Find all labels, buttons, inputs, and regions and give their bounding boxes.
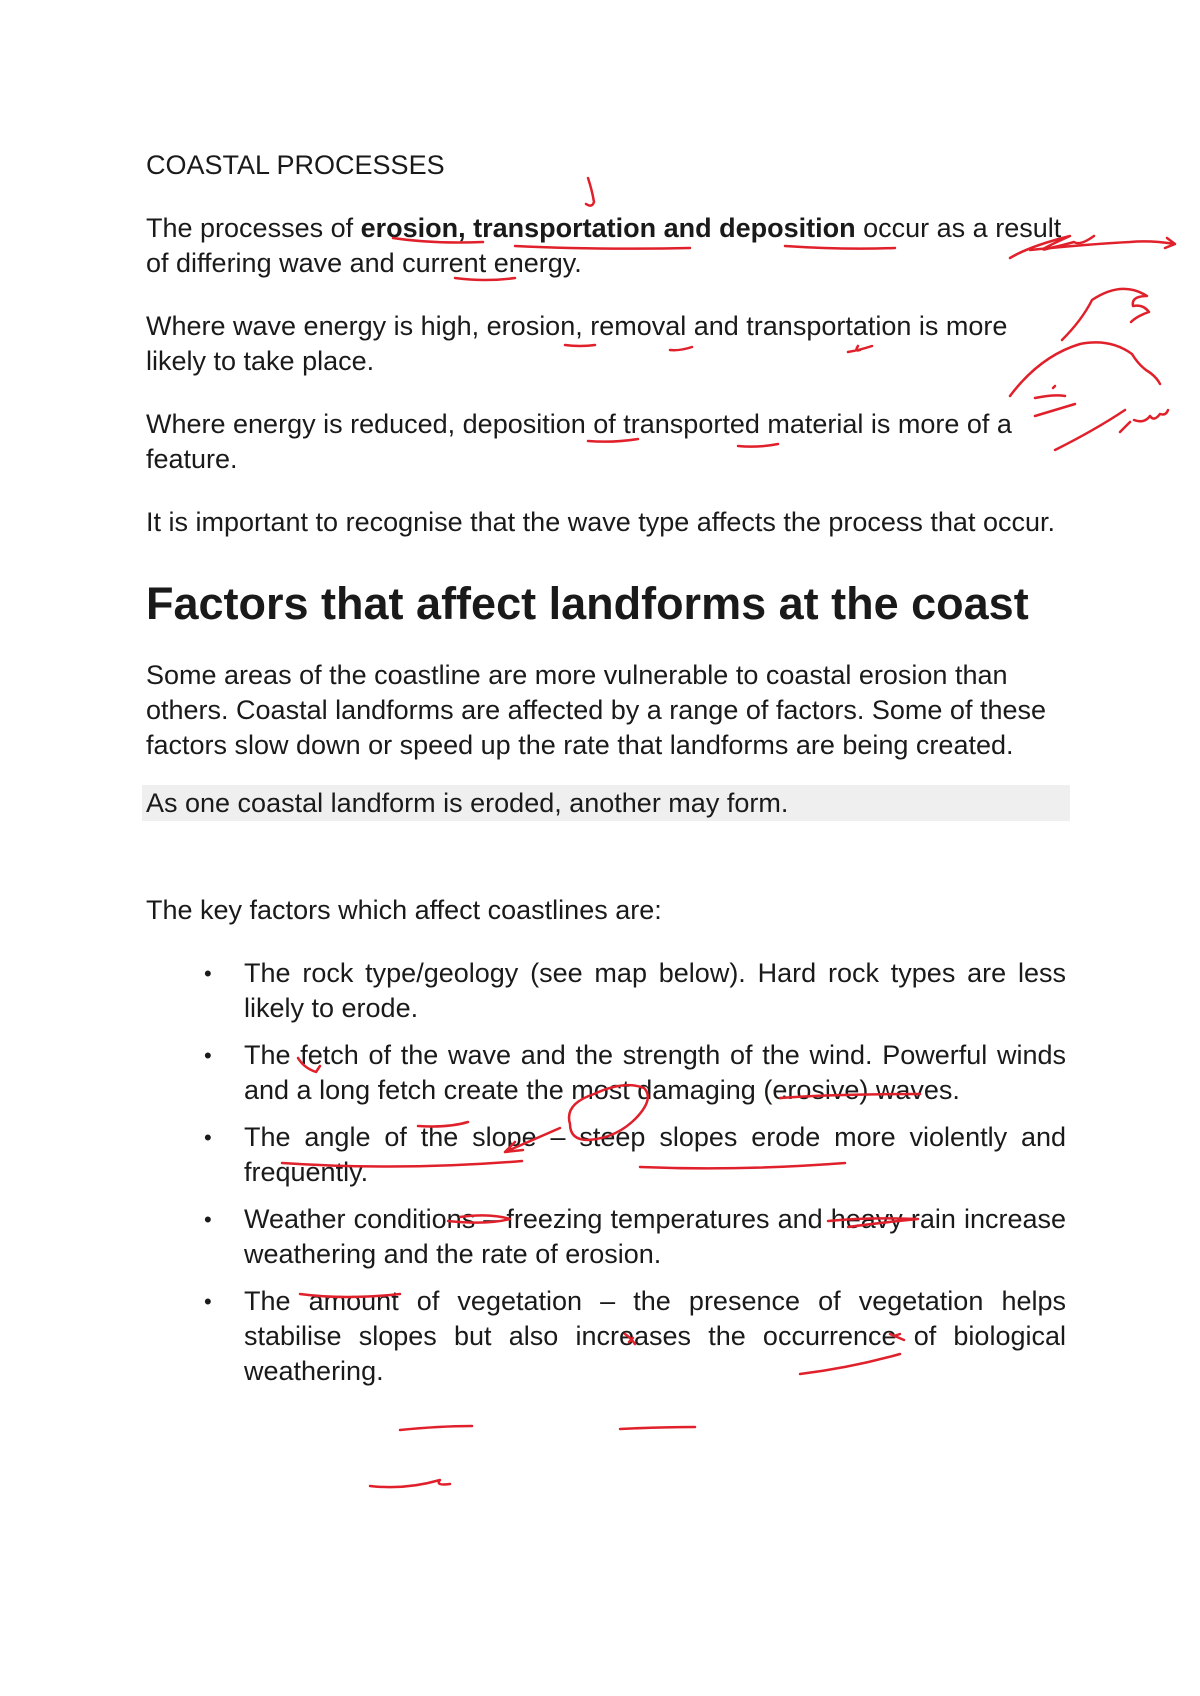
factor-text: The angle of the slope – steep slopes erode more violently and frequently. xyxy=(244,1122,1066,1187)
list-item xyxy=(146,1120,1066,1190)
intro-bold-terms: erosion, transportation and deposition xyxy=(360,213,856,243)
underline-mark xyxy=(370,1480,450,1487)
bullet-icon: • xyxy=(204,961,212,986)
list-item xyxy=(146,956,1066,1026)
intro-paragraph-1 xyxy=(146,211,1066,281)
page-title: COASTAL PROCESSES xyxy=(146,150,445,180)
bullet-icon: • xyxy=(204,1043,212,1068)
list-item xyxy=(146,1284,1066,1389)
section-heading: Factors that affect landforms at the coast xyxy=(146,578,1029,629)
factor-text: The rock type/geology (see map below). Hard rock types are less likely to erode. xyxy=(244,958,1066,1023)
highlight-box: As one coastal landform is eroded, another may form. xyxy=(142,785,1070,821)
section-body: Some areas of the coastline are more vulnerable to coastal erosion than others. Coastal landforms are affected by a range of factors. Some of these factors slow down or speed up the rate that landforms are being created. xyxy=(146,660,1046,760)
bullet-icon: • xyxy=(204,1207,212,1232)
document-body xyxy=(146,148,1066,1401)
list-item xyxy=(146,1202,1066,1272)
intro-text: occur as a result of differing wave and current energy. xyxy=(146,213,1062,278)
list-intro: The key factors which affect coastlines are: xyxy=(146,895,662,925)
underline-mark xyxy=(400,1426,472,1430)
list-item xyxy=(146,1038,1066,1108)
factor-list xyxy=(146,956,1066,1389)
intro-paragraph-4: It is important to recognise that the wave type affects the process that occur. xyxy=(146,507,1055,537)
bullet-icon: • xyxy=(204,1125,212,1150)
factor-text: The amount of vegetation – the presence of vegetation helps stabilise slopes but also increases the occurrence of biological weathering. xyxy=(244,1286,1066,1386)
bullet-icon: • xyxy=(204,1289,212,1314)
intro-paragraph-2: Where wave energy is high, erosion, removal and transportation is more likely to take place. xyxy=(146,311,1008,376)
intro-paragraph-3: Where energy is reduced, deposition of transported material is more of a feature. xyxy=(146,409,1012,474)
factor-text: Weather conditions – freezing temperatures and heavy rain increase weathering and the rate of erosion. xyxy=(244,1204,1066,1269)
factor-text: The fetch of the wave and the strength of the wind. Powerful winds and a long fetch create the most damaging (erosive) waves. xyxy=(244,1040,1066,1105)
underline-mark xyxy=(620,1427,695,1429)
intro-text: The processes of xyxy=(146,213,361,243)
